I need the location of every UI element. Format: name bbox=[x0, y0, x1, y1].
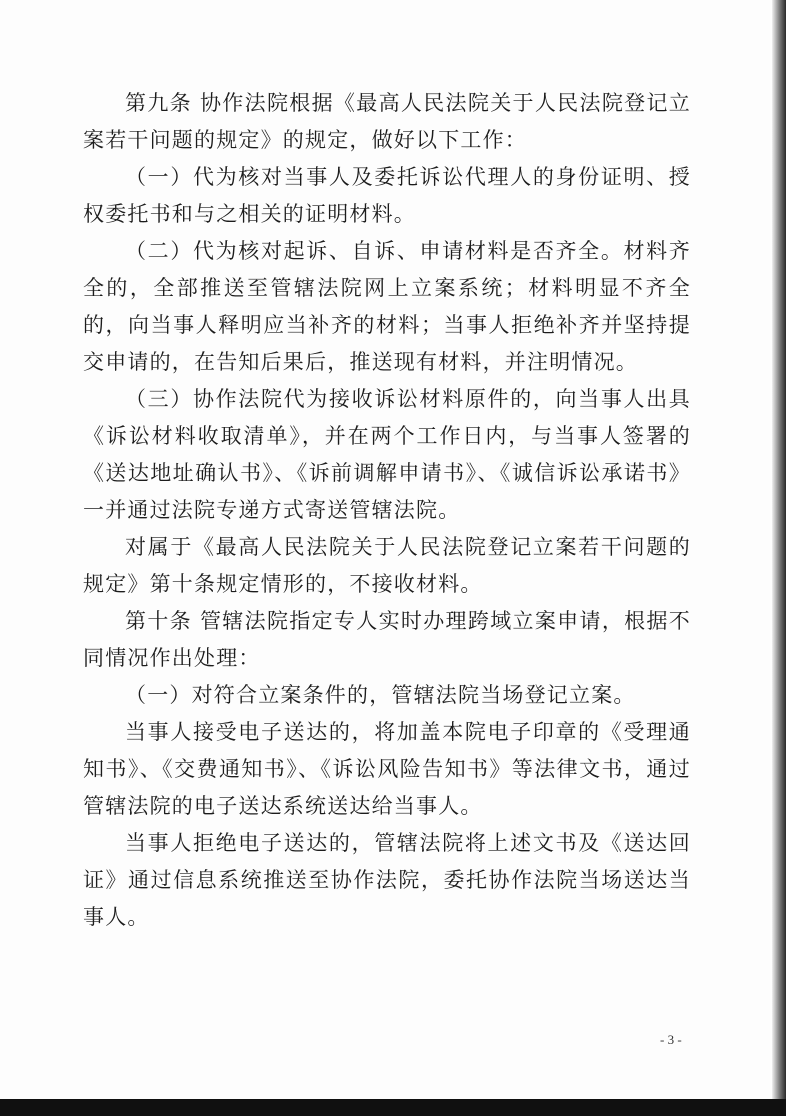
paragraph-article-9-item-1: （一）代为核对当事人及委托诉讼代理人的身份证明、授权委托书和与之相关的证明材料。 bbox=[83, 165, 691, 226]
paragraph-article-10: 第十条 管辖法院指定专人实时办理跨域立案申请，根据不同情况作出处理： bbox=[83, 609, 691, 670]
paragraph-article-9-exclusion: 对属于《最高人民法院关于人民法院登记立案若干问题的规定》第十条规定情形的，不接收材料。 bbox=[83, 535, 691, 596]
paragraph-article-10-item-1: （一）对符合立案条件的，管辖法院当场登记立案。 bbox=[125, 683, 636, 707]
paragraph-refuse-electronic-service: 当事人拒绝电子送达的，管辖法院将上述文书及《送达回证》通过信息系统推送至协作法院，委托协作法院当场送达当事人。 bbox=[83, 831, 691, 929]
scan-edge-bottom bbox=[0, 1099, 786, 1116]
page-number: - 3 - bbox=[660, 1032, 682, 1047]
paragraph-article-9: 第九条 协作法院根据《最高人民法院关于人民法院登记立案若干问题的规定》的规定，做好以下工作： bbox=[83, 91, 691, 152]
paragraph-article-9-item-3: （三）协作法院代为接收诉讼材料原件的，向当事人出具《诉讼材料收取清单》，并在两个工作日内，与当事人签署的《送达地址确认书》、《诉前调解申请书》、《诚信诉讼承诺书》一并通过法院专递方式寄送管辖法院。 bbox=[83, 387, 691, 522]
document-body bbox=[83, 85, 691, 936]
scan-edge-right bbox=[772, 0, 786, 1116]
paragraph-article-9-item-2: （二）代为核对起诉、自诉、申请材料是否齐全。材料齐全的，全部推送至管辖法院网上立案系统；材料明显不齐全的，向当事人释明应当补齐的材料；当事人拒绝补齐并坚持提交申请的，在告知后果后，推送现有材料，并注明情况。 bbox=[83, 239, 691, 374]
paragraph-electronic-service: 当事人接受电子送达的，将加盖本院电子印章的《受理通知书》、《交费通知书》、《诉讼风险告知书》等法律文书，通过管辖法院的电子送达系统送达给当事人。 bbox=[83, 720, 691, 818]
